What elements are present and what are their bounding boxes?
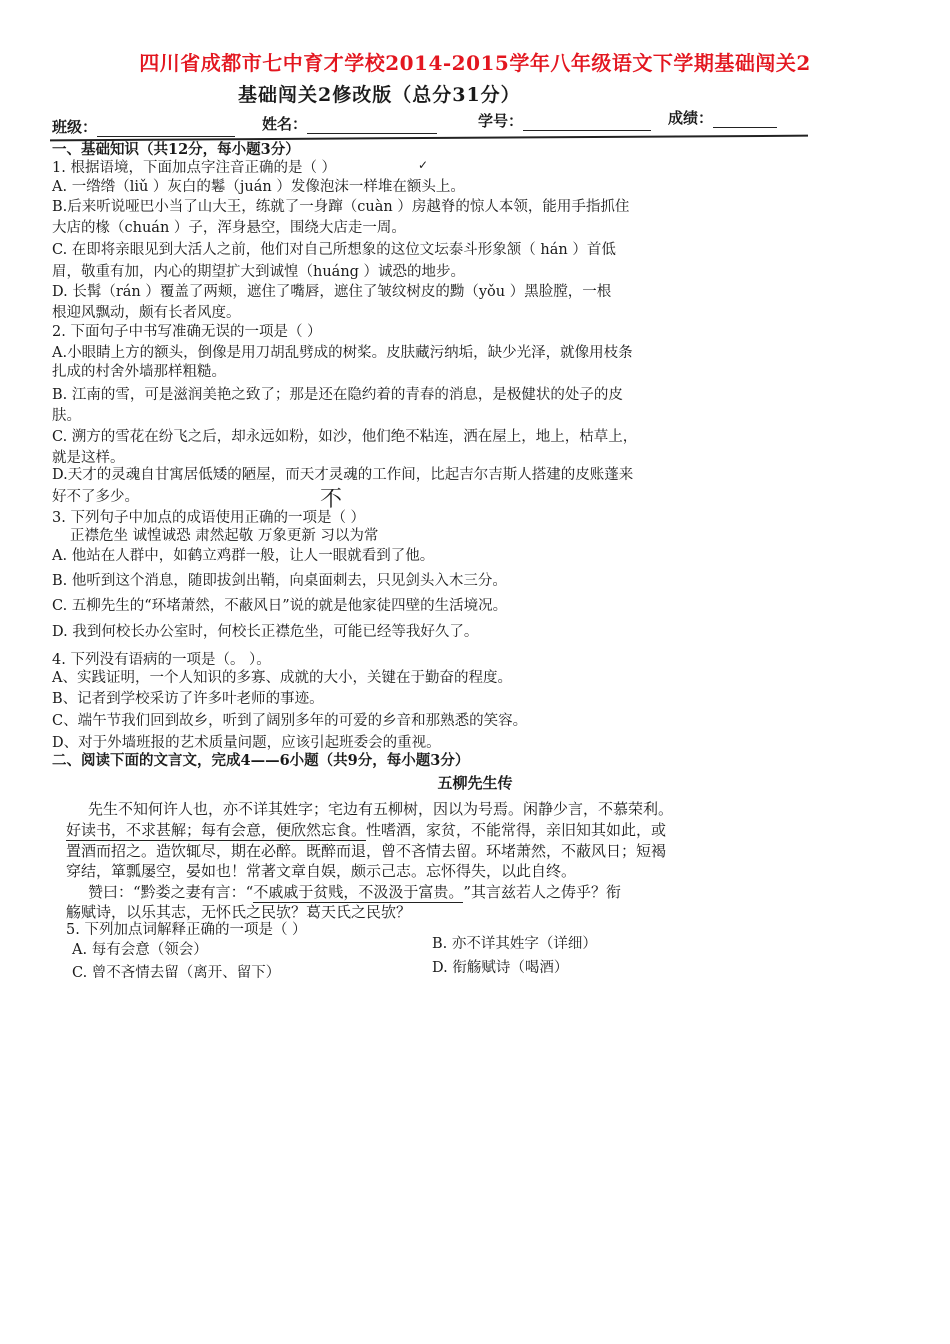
question-3-stem: 3. 下列句子中加点的成语使用正确的一项是（ ） xyxy=(52,510,366,526)
handwritten-mark: 不 xyxy=(320,487,343,512)
q2-option-c: C. 溯方的雪花在纷飞之后，却永远如粉，如沙，他们绝不粘连，洒在屋上，地上，枯草上， xyxy=(52,429,638,445)
q1-option-b-cont: 大店的椽（chuán ）子，浑身悬空，围绕大店走一周。 xyxy=(52,220,406,236)
passage-line-2 xyxy=(66,820,666,841)
q2-option-b-cont: 肤。 xyxy=(52,408,81,424)
q5-option-b: B. 亦不详其姓字（详细） xyxy=(432,936,597,952)
q2-option-b: B. 江南的雪，可是滋润美艳之致了；那是还在隐约着的青春的消息，是极健状的处子的皮 xyxy=(52,387,623,403)
name-label: 姓名： xyxy=(262,115,308,133)
question-5-stem: 5. 下列加点词解释正确的一项是（ ） xyxy=(66,922,307,938)
q5-option-a: A. 每有会意（领会） xyxy=(72,942,208,958)
passage-line-2-rest: 性嗜酒，家贫，不能常得，亲旧知其如此，或 xyxy=(366,821,667,839)
underlined-sentence-1: 好读书，不求甚解；每有会意，便欣然忘食。 xyxy=(66,821,367,839)
q1-option-c-cont: 眉，敬重有加，内心的期望扩大到诚惶（huáng ）诚恐的地步。 xyxy=(52,264,466,280)
name-blank xyxy=(307,117,437,134)
q4-option-a: A、实践证明，一个人知识的多寡、成就的大小，关键在于勤奋的程度。 xyxy=(52,670,512,686)
number-label: 学号： xyxy=(478,112,524,130)
q3-option-c: C. 五柳先生的“环堵萧然，不蔽风日”说的就是他家徒四壁的生活境况。 xyxy=(52,598,508,614)
q3-option-a: A. 他站在人群中，如鹤立鸡群一般，让人一眼就看到了他。 xyxy=(52,548,435,564)
q4-option-c: C、端午节我们回到故乡，听到了阔别多年的可爱的乡音和那熟悉的笑容。 xyxy=(52,713,528,729)
q1-option-d-cont: 根迎风飘动，颇有长者风度。 xyxy=(52,305,241,321)
passage-line-6: 觞赋诗，以乐其志，无怀氏之民欤？葛天氏之民欤？ xyxy=(66,903,412,921)
class-blank xyxy=(97,120,235,137)
passage-line-5-end: ”其言兹若人之俦乎？衔 xyxy=(463,883,622,901)
number-field xyxy=(478,111,651,131)
q1-option-d: D. 长髯（rán ）覆盖了两颊，遮住了嘴唇，遮住了皱纹树皮的黝（yǒu ）黑脸膛，一根 xyxy=(52,284,612,300)
q2-option-a-cont: 扎成的村舍外墙那样粗糙。 xyxy=(52,364,226,380)
passage-line-4: 穿结，箪瓢屡空，晏如也！常著文章自娱，颇示己志。忘怀得失，以此自终。 xyxy=(66,862,577,880)
score-field xyxy=(668,108,777,128)
passage-line-5 xyxy=(88,882,621,903)
underlined-sentence-2: 不戚戚于贫贱，不汲汲于富贵。 xyxy=(253,883,464,901)
class-field xyxy=(52,117,235,137)
passage-line-3: 置酒而招之。造饮辄尽，期在必醉。既醉而退，曾不吝情去留。环堵萧然，不蔽风日；短褐 xyxy=(66,842,667,860)
document-title: 四川省成都市七中育才学校2014-2015学年八年级语文下学期基础闯关2 xyxy=(139,51,811,75)
question-4-stem: 4. 下列没有语病的一项是（。 ）。 xyxy=(52,652,271,668)
score-label: 成绩： xyxy=(668,109,714,127)
q5-option-d: D. 衔觞赋诗（喝酒） xyxy=(432,960,569,976)
pen-mark: ✓ xyxy=(418,158,429,172)
q1-option-a: A. 一绺绺（liǔ ）灰白的鬈（juán ）发像泡沫一样堆在额头上。 xyxy=(52,179,465,195)
q4-option-b: B、记者到学校采访了许多叶老师的事迹。 xyxy=(52,691,324,707)
number-blank xyxy=(523,114,651,131)
q2-option-d-cont: 好不了多少。 xyxy=(52,489,139,505)
q4-option-d: D、对于外墙班报的艺术质量问题，应该引起班委会的重视。 xyxy=(52,735,441,751)
question-1-stem: 1. 根据语境，下面加点字注音正确的是（ ） xyxy=(52,160,337,176)
worksheet-subtitle: 基础闯关2修改版（总分31分） xyxy=(238,84,521,106)
q1-option-b: B.后来听说哑巴小当了山大王，练就了一身蹿（cuàn ）房越脊的惊人本领，能用手指抓住 xyxy=(52,199,630,215)
section-two-heading: 二、阅读下面的文言文，完成4——6小题（共9分，每小题3分） xyxy=(52,752,470,769)
section-one-heading: 一、基础知识（共12分，每小题3分） xyxy=(52,141,300,158)
question-2-stem: 2. 下面句子中书写准确无误的一项是（ ） xyxy=(52,324,322,340)
q2-option-c-cont: 就是这样。 xyxy=(52,450,125,466)
q2-option-a: A.小眼睛上方的额头，倒像是用刀胡乱劈成的树桨。皮肤藏污纳垢，缺少光泽，就像用枝条 xyxy=(52,345,633,361)
passage-title: 五柳先生传 xyxy=(437,774,513,792)
q1-option-c: C. 在即将亲眼见到大活人之前，他们对自己所想象的这位文坛泰斗形象颔（ hán ）首低 xyxy=(52,242,616,258)
score-blank xyxy=(713,111,777,128)
passage-line-1: 先生不知何许人也，亦不详其姓字；宅边有五柳树，因以为号焉。闲静少言，不慕荣利。 xyxy=(88,800,674,818)
passage-line-5-start: 赞曰：“黔娄之妻有言：“ xyxy=(88,883,254,901)
name-field xyxy=(262,114,437,134)
q3-idiom-list: 正襟危坐 诚惶诚恐 肃然起敬 万象更新 习以为常 xyxy=(70,528,379,544)
q3-option-b: B. 他听到这个消息，随即拔剑出鞘，向桌面刺去，只见剑头入木三分。 xyxy=(52,573,507,589)
q5-option-c: C. 曾不吝情去留（离开、留下） xyxy=(72,965,281,981)
class-label: 班级： xyxy=(52,118,98,136)
q2-option-d: D.天才的灵魂自甘寓居低矮的陋屋，而天才灵魂的工作间，比起吉尔吉斯人搭建的皮账蓬来 xyxy=(52,467,634,483)
q3-option-d: D. 我到何校长办公室时，何校长正襟危坐，可能已经等我好久了。 xyxy=(52,624,479,640)
